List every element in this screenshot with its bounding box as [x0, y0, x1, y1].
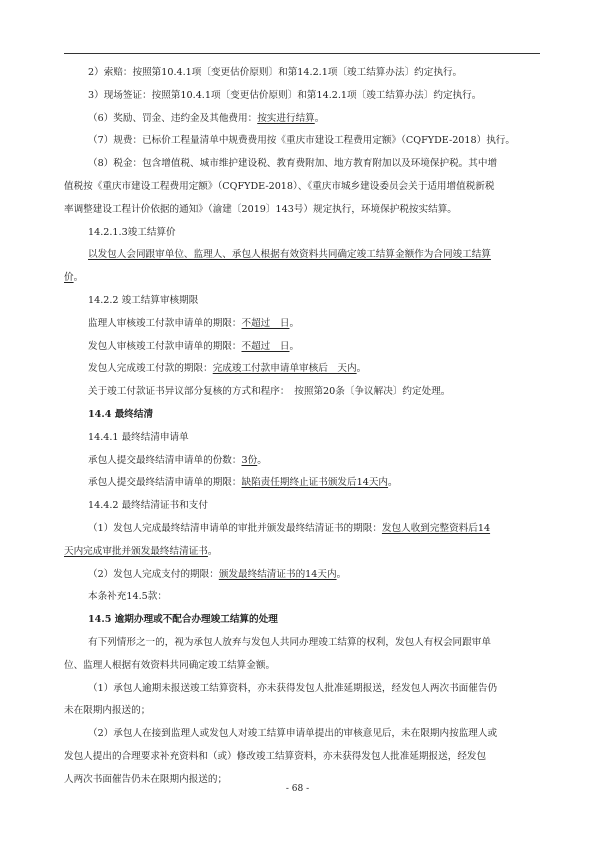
text-span: 。 — [73, 272, 84, 283]
text-span: 人两次书面催告仍未在限期内报送的； — [64, 774, 228, 785]
text-span: 监理人审核竣工付款申请单的期限： — [88, 318, 242, 329]
text-span: 2）索赔：按照第10.4.1项〔变更估价原则〕和第14.2.1项〔竣工结算办法〕约定执行。 — [88, 67, 463, 78]
text-span: （2）发包人完成支付的期限： — [88, 569, 219, 580]
text-span: 有下列情形之一的，视为承包人放弃与发包人共同办理竣工结算的权利，发包人有权会同跟审单 — [88, 637, 491, 648]
text-span: 。 — [257, 455, 267, 466]
underlined-fill-text: 按实进行结算 — [257, 113, 315, 124]
text-line — [88, 226, 176, 240]
text-span: 14.4.2 最终结清证书和支付 — [88, 500, 208, 511]
text-line — [88, 66, 462, 80]
text-line — [88, 568, 346, 582]
text-span: （8）税金：包含增值税、城市维护建设税、教育费附加、地方教育附加以及环境保护税。其中增 — [88, 158, 498, 169]
text-line — [88, 636, 491, 650]
underlined-fill-text: 3份 — [241, 455, 258, 466]
text-line — [88, 385, 450, 399]
section-heading — [88, 613, 278, 627]
text-span: 。 — [289, 341, 300, 352]
text-line — [88, 454, 267, 468]
text-span: （7）规费：已标价工程量清单中规费费用按《重庆市建设工程费用定额》（CQFYDE-2018）执行。 — [88, 135, 515, 146]
text-span: 值税按《重庆市建设工程费用定额》（CQFYDE-2018）、《重庆市城乡建设委员会关于适用增值税新税 — [64, 181, 495, 192]
text-line — [64, 659, 275, 673]
text-line — [64, 180, 494, 194]
underlined-fill-text: 不超过 日 — [241, 341, 290, 352]
text-span: 。 — [207, 546, 218, 557]
text-line — [88, 476, 398, 490]
text-span: 发包人提出的合理要求补充资料和（或）修改竣工结算资料，亦未获得发包人批准延期报送，经发包 — [64, 751, 487, 762]
text-line — [64, 545, 218, 559]
text-span: 。 — [388, 477, 398, 488]
text-span: 承包人提交最终结清申请单的份数： — [88, 455, 242, 466]
text-line — [88, 590, 167, 604]
text-span: 位、监理人根据有效资料共同确定竣工结算金额。 — [64, 660, 276, 671]
text-span: 承包人提交最终结清申请单的期限： — [88, 477, 242, 488]
text-span: 14.4.1 最终结清申请单 — [88, 432, 189, 443]
text-span: 。 — [336, 569, 347, 580]
text-line — [64, 203, 457, 217]
underlined-fill-text: 不超过 日 — [241, 318, 290, 329]
text-span: （2）承包人在接到监理人或发包人对竣工结算申请单提出的审核意见后，未在限期内按监理人或 — [88, 728, 498, 739]
text-line — [88, 522, 490, 536]
text-span: （1）发包人完成最终结清申请单的审批并颁发最终结清证书的期限： — [88, 523, 382, 534]
underlined-fill-text: 缺陷责任期终止证书颁发后14天内 — [241, 477, 389, 488]
text-span: 。 — [356, 363, 367, 374]
text-line — [88, 157, 497, 171]
underlined-fill-text: 以发包人会同跟审单位、监理人、承包人根据有效资料共同确定竣工结算金额作为合同竣工结算 — [88, 249, 491, 260]
text-span: 发包人完成竣工付款的期限： — [88, 363, 213, 374]
underlined-fill-text: 颁发最终结清证书的14天内 — [218, 569, 337, 580]
text-line — [88, 727, 497, 741]
text-span: 。 — [314, 113, 325, 124]
text-line — [88, 134, 515, 148]
text-line — [64, 704, 150, 718]
text-span: 本条补充14.5款： — [88, 591, 167, 602]
header-rule — [64, 53, 540, 54]
text-span: （6）奖励、罚金、违约金及其他费用： — [88, 113, 258, 124]
text-line — [88, 89, 481, 103]
text-span: 3）现场签证：按照第10.4.1项〔变更估价原则〕和第14.2.1项〔竣工结算办法〕约定执行。 — [88, 90, 482, 101]
underlined-fill-text: 完成竣工付款申请单审核后 天内 — [212, 363, 357, 374]
text-span: 14.4 最终结清 — [88, 409, 154, 420]
text-span: 未在限期内报送的； — [64, 705, 151, 716]
text-span: 关于竣工付款证书异议部分复核的方式和程序： 按照第20条〔争议解决〕约定处理。 — [88, 386, 451, 397]
text-line — [88, 362, 366, 376]
underlined-fill-text: 价 — [64, 272, 74, 283]
text-line — [64, 750, 486, 764]
text-span: （1）承包人逾期未报送竣工结算资料，亦未获得发包人批准延期报送，经发包人两次书面催告仍 — [88, 683, 498, 694]
text-span: 14.5 逾期办理或不配合办理竣工结算的处理 — [88, 614, 278, 625]
text-line — [64, 271, 83, 285]
underlined-fill-text: 天内完成审批并颁发最终结清证书 — [64, 546, 208, 557]
page-number: - 68 - — [285, 784, 310, 794]
text-line — [88, 340, 299, 354]
text-span: 。 — [289, 318, 300, 329]
text-line — [88, 682, 497, 696]
text-span: 发包人审核竣工付款申请单的期限： — [88, 341, 242, 352]
text-line — [88, 431, 189, 445]
text-line — [88, 499, 208, 513]
text-span: 率调整建设工程计价依据的通知》（渝建〔2019〕143号）规定执行，环境保护税按实结算。 — [64, 204, 457, 215]
text-span: 14.2.1.3竣工结算价 — [88, 227, 176, 238]
underlined-fill-text: 发包人收到完整资料后14 — [381, 523, 491, 534]
text-line — [88, 112, 324, 126]
text-line — [88, 248, 491, 262]
section-heading — [88, 408, 153, 422]
text-line — [88, 317, 299, 331]
text-span: 14.2.2 竣工结算审核期限 — [88, 295, 199, 306]
text-line — [88, 294, 198, 308]
